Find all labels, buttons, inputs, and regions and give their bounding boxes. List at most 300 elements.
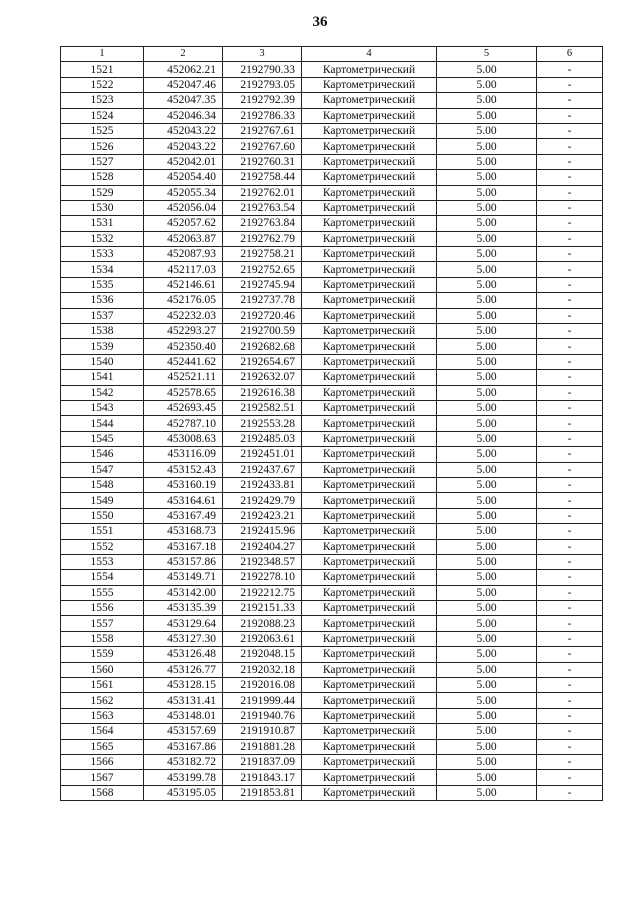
x-coordinate-cell: 453116.09 [144, 447, 223, 462]
column-header-6: 6 [537, 47, 603, 62]
point-number-cell: 1538 [61, 324, 144, 339]
method-cell: Картометрический [302, 570, 437, 585]
point-number-cell: 1548 [61, 477, 144, 492]
y-coordinate-cell: 2191853.81 [223, 785, 302, 800]
column-header-3: 3 [223, 47, 302, 62]
point-number-cell: 1546 [61, 447, 144, 462]
note-cell: - [537, 601, 603, 616]
x-coordinate-cell: 453164.61 [144, 493, 223, 508]
x-coordinate-cell: 453149.71 [144, 570, 223, 585]
note-cell: - [537, 662, 603, 677]
point-number-cell: 1531 [61, 216, 144, 231]
x-coordinate-cell: 452521.11 [144, 370, 223, 385]
note-cell: - [537, 785, 603, 800]
accuracy-cell: 5.00 [437, 554, 537, 569]
y-coordinate-cell: 2192767.60 [223, 139, 302, 154]
table-body [61, 62, 603, 801]
accuracy-cell: 5.00 [437, 139, 537, 154]
y-coordinate-cell: 2192404.27 [223, 539, 302, 554]
note-cell: - [537, 200, 603, 215]
point-number-cell: 1554 [61, 570, 144, 585]
point-number-cell: 1542 [61, 385, 144, 400]
table-row [61, 231, 603, 246]
point-number-cell: 1522 [61, 77, 144, 92]
column-header-4: 4 [302, 47, 437, 62]
accuracy-cell: 5.00 [437, 185, 537, 200]
point-number-cell: 1527 [61, 154, 144, 169]
x-coordinate-cell: 452047.35 [144, 93, 223, 108]
y-coordinate-cell: 2192063.61 [223, 631, 302, 646]
table-row [61, 724, 603, 739]
note-cell: - [537, 754, 603, 769]
table-row [61, 708, 603, 723]
method-cell: Картометрический [302, 154, 437, 169]
y-coordinate-cell: 2192758.44 [223, 170, 302, 185]
method-cell: Картометрический [302, 77, 437, 92]
y-coordinate-cell: 2191881.28 [223, 739, 302, 754]
y-coordinate-cell: 2192762.01 [223, 185, 302, 200]
point-number-cell: 1545 [61, 431, 144, 446]
point-number-cell: 1530 [61, 200, 144, 215]
x-coordinate-cell: 453182.72 [144, 754, 223, 769]
table-row [61, 662, 603, 677]
y-coordinate-cell: 2192278.10 [223, 570, 302, 585]
note-cell: - [537, 231, 603, 246]
x-coordinate-cell: 452046.34 [144, 108, 223, 123]
accuracy-cell: 5.00 [437, 616, 537, 631]
table-row [61, 77, 603, 92]
note-cell: - [537, 123, 603, 138]
y-coordinate-cell: 2192212.75 [223, 585, 302, 600]
note-cell: - [537, 647, 603, 662]
point-number-cell: 1555 [61, 585, 144, 600]
point-number-cell: 1558 [61, 631, 144, 646]
table-row [61, 216, 603, 231]
note-cell: - [537, 493, 603, 508]
y-coordinate-cell: 2192582.51 [223, 400, 302, 415]
table-row [61, 539, 603, 554]
note-cell: - [537, 724, 603, 739]
x-coordinate-cell: 452043.22 [144, 139, 223, 154]
x-coordinate-cell: 453126.77 [144, 662, 223, 677]
accuracy-cell: 5.00 [437, 308, 537, 323]
table-row [61, 200, 603, 215]
point-number-cell: 1540 [61, 354, 144, 369]
table-row [61, 139, 603, 154]
x-coordinate-cell: 453167.18 [144, 539, 223, 554]
point-number-cell: 1556 [61, 601, 144, 616]
x-coordinate-cell: 452087.93 [144, 247, 223, 262]
method-cell: Картометрический [302, 400, 437, 415]
table-row [61, 770, 603, 785]
point-number-cell: 1561 [61, 678, 144, 693]
x-coordinate-cell: 452350.40 [144, 339, 223, 354]
x-coordinate-cell: 453142.00 [144, 585, 223, 600]
x-coordinate-cell: 453160.19 [144, 477, 223, 492]
table-row [61, 431, 603, 446]
note-cell: - [537, 77, 603, 92]
accuracy-cell: 5.00 [437, 123, 537, 138]
point-number-cell: 1539 [61, 339, 144, 354]
y-coordinate-cell: 2191910.87 [223, 724, 302, 739]
method-cell: Картометрический [302, 354, 437, 369]
accuracy-cell: 5.00 [437, 216, 537, 231]
note-cell: - [537, 693, 603, 708]
note-cell: - [537, 354, 603, 369]
method-cell: Картометрический [302, 447, 437, 462]
table-row [61, 293, 603, 308]
x-coordinate-cell: 452176.05 [144, 293, 223, 308]
method-cell: Картометрический [302, 616, 437, 631]
y-coordinate-cell: 2192616.38 [223, 385, 302, 400]
table-row [61, 400, 603, 415]
point-number-cell: 1523 [61, 93, 144, 108]
method-cell: Картометрический [302, 123, 437, 138]
method-cell: Картометрический [302, 477, 437, 492]
y-coordinate-cell: 2192632.07 [223, 370, 302, 385]
table-row [61, 324, 603, 339]
accuracy-cell: 5.00 [437, 739, 537, 754]
x-coordinate-cell: 453135.39 [144, 601, 223, 616]
method-cell: Картометрический [302, 93, 437, 108]
method-cell: Картометрический [302, 170, 437, 185]
table-row [61, 570, 603, 585]
y-coordinate-cell: 2192786.33 [223, 108, 302, 123]
x-coordinate-cell: 453195.05 [144, 785, 223, 800]
note-cell: - [537, 370, 603, 385]
accuracy-cell: 5.00 [437, 416, 537, 431]
note-cell: - [537, 524, 603, 539]
table-row [61, 647, 603, 662]
point-number-cell: 1560 [61, 662, 144, 677]
note-cell: - [537, 185, 603, 200]
x-coordinate-cell: 453167.86 [144, 739, 223, 754]
note-cell: - [537, 339, 603, 354]
x-coordinate-cell: 453131.41 [144, 693, 223, 708]
accuracy-cell: 5.00 [437, 678, 537, 693]
point-number-cell: 1526 [61, 139, 144, 154]
accuracy-cell: 5.00 [437, 754, 537, 769]
note-cell: - [537, 170, 603, 185]
y-coordinate-cell: 2192763.84 [223, 216, 302, 231]
y-coordinate-cell: 2192720.46 [223, 308, 302, 323]
y-coordinate-cell: 2192016.08 [223, 678, 302, 693]
y-coordinate-cell: 2192792.39 [223, 93, 302, 108]
method-cell: Картометрический [302, 216, 437, 231]
point-number-cell: 1565 [61, 739, 144, 754]
note-cell: - [537, 462, 603, 477]
y-coordinate-cell: 2192752.65 [223, 262, 302, 277]
y-coordinate-cell: 2192654.67 [223, 354, 302, 369]
x-coordinate-cell: 452578.65 [144, 385, 223, 400]
y-coordinate-cell: 2192767.61 [223, 123, 302, 138]
note-cell: - [537, 585, 603, 600]
accuracy-cell: 5.00 [437, 385, 537, 400]
table-row [61, 154, 603, 169]
table-row [61, 123, 603, 138]
method-cell: Картометрический [302, 385, 437, 400]
note-cell: - [537, 324, 603, 339]
note-cell: - [537, 477, 603, 492]
accuracy-cell: 5.00 [437, 631, 537, 646]
accuracy-cell: 5.00 [437, 262, 537, 277]
note-cell: - [537, 616, 603, 631]
accuracy-cell: 5.00 [437, 400, 537, 415]
accuracy-cell: 5.00 [437, 647, 537, 662]
accuracy-cell: 5.00 [437, 200, 537, 215]
y-coordinate-cell: 2192700.59 [223, 324, 302, 339]
method-cell: Картометрический [302, 662, 437, 677]
x-coordinate-cell: 452146.61 [144, 277, 223, 292]
accuracy-cell: 5.00 [437, 570, 537, 585]
column-header-2: 2 [144, 47, 223, 62]
point-number-cell: 1550 [61, 508, 144, 523]
x-coordinate-cell: 453148.01 [144, 708, 223, 723]
method-cell: Картометрический [302, 200, 437, 215]
table-row [61, 554, 603, 569]
method-cell: Картометрический [302, 585, 437, 600]
accuracy-cell: 5.00 [437, 724, 537, 739]
table-row [61, 185, 603, 200]
method-cell: Картометрический [302, 370, 437, 385]
x-coordinate-cell: 453157.86 [144, 554, 223, 569]
page-number: 36 [312, 14, 328, 30]
note-cell: - [537, 262, 603, 277]
table-row [61, 93, 603, 108]
y-coordinate-cell: 2192433.81 [223, 477, 302, 492]
method-cell: Картометрический [302, 554, 437, 569]
point-number-cell: 1562 [61, 693, 144, 708]
y-coordinate-cell: 2191837.09 [223, 754, 302, 769]
note-cell: - [537, 447, 603, 462]
note-cell: - [537, 508, 603, 523]
x-coordinate-cell: 452054.40 [144, 170, 223, 185]
accuracy-cell: 5.00 [437, 77, 537, 92]
note-cell: - [537, 416, 603, 431]
accuracy-cell: 5.00 [437, 170, 537, 185]
y-coordinate-cell: 2191999.44 [223, 693, 302, 708]
point-number-cell: 1566 [61, 754, 144, 769]
point-number-cell: 1525 [61, 123, 144, 138]
accuracy-cell: 5.00 [437, 247, 537, 262]
method-cell: Картометрический [302, 262, 437, 277]
note-cell: - [537, 431, 603, 446]
method-cell: Картометрический [302, 462, 437, 477]
table-row [61, 447, 603, 462]
accuracy-cell: 5.00 [437, 601, 537, 616]
x-coordinate-cell: 452062.21 [144, 62, 223, 77]
point-number-cell: 1553 [61, 554, 144, 569]
x-coordinate-cell: 452693.45 [144, 400, 223, 415]
point-number-cell: 1551 [61, 524, 144, 539]
table-row [61, 62, 603, 77]
table-row [61, 493, 603, 508]
y-coordinate-cell: 2192415.96 [223, 524, 302, 539]
x-coordinate-cell: 452787.10 [144, 416, 223, 431]
method-cell: Картометрический [302, 678, 437, 693]
method-cell: Картометрический [302, 647, 437, 662]
note-cell: - [537, 570, 603, 585]
accuracy-cell: 5.00 [437, 693, 537, 708]
method-cell: Картометрический [302, 785, 437, 800]
method-cell: Картометрический [302, 708, 437, 723]
accuracy-cell: 5.00 [437, 154, 537, 169]
point-number-cell: 1532 [61, 231, 144, 246]
method-cell: Картометрический [302, 601, 437, 616]
method-cell: Картометрический [302, 493, 437, 508]
point-number-cell: 1563 [61, 708, 144, 723]
y-coordinate-cell: 2192437.67 [223, 462, 302, 477]
table-row [61, 477, 603, 492]
accuracy-cell: 5.00 [437, 462, 537, 477]
accuracy-cell: 5.00 [437, 662, 537, 677]
method-cell: Картометрический [302, 693, 437, 708]
y-coordinate-cell: 2192088.23 [223, 616, 302, 631]
table-row [61, 678, 603, 693]
y-coordinate-cell: 2192793.05 [223, 77, 302, 92]
note-cell: - [537, 400, 603, 415]
y-coordinate-cell: 2192451.01 [223, 447, 302, 462]
table-row [61, 601, 603, 616]
method-cell: Картометрический [302, 508, 437, 523]
note-cell: - [537, 293, 603, 308]
y-coordinate-cell: 2192485.03 [223, 431, 302, 446]
accuracy-cell: 5.00 [437, 231, 537, 246]
y-coordinate-cell: 2192682.68 [223, 339, 302, 354]
table-row [61, 631, 603, 646]
method-cell: Картометрический [302, 231, 437, 246]
accuracy-cell: 5.00 [437, 339, 537, 354]
note-cell: - [537, 154, 603, 169]
method-cell: Картометрический [302, 108, 437, 123]
accuracy-cell: 5.00 [437, 477, 537, 492]
x-coordinate-cell: 453129.64 [144, 616, 223, 631]
column-header-1: 1 [61, 47, 144, 62]
accuracy-cell: 5.00 [437, 277, 537, 292]
table-row [61, 277, 603, 292]
note-cell: - [537, 708, 603, 723]
method-cell: Картометрический [302, 339, 437, 354]
point-number-cell: 1549 [61, 493, 144, 508]
x-coordinate-cell: 453008.63 [144, 431, 223, 446]
y-coordinate-cell: 2192348.57 [223, 554, 302, 569]
point-number-cell: 1543 [61, 400, 144, 415]
table-row [61, 585, 603, 600]
y-coordinate-cell: 2192429.79 [223, 493, 302, 508]
table-row [61, 416, 603, 431]
point-number-cell: 1567 [61, 770, 144, 785]
accuracy-cell: 5.00 [437, 108, 537, 123]
method-cell: Картометрический [302, 139, 437, 154]
x-coordinate-cell: 452293.27 [144, 324, 223, 339]
accuracy-cell: 5.00 [437, 324, 537, 339]
table-row [61, 462, 603, 477]
point-number-cell: 1528 [61, 170, 144, 185]
table-row [61, 262, 603, 277]
note-cell: - [537, 678, 603, 693]
x-coordinate-cell: 452047.46 [144, 77, 223, 92]
accuracy-cell: 5.00 [437, 447, 537, 462]
y-coordinate-cell: 2192553.28 [223, 416, 302, 431]
table-row [61, 754, 603, 769]
y-coordinate-cell: 2192151.33 [223, 601, 302, 616]
y-coordinate-cell: 2192745.94 [223, 277, 302, 292]
y-coordinate-cell: 2192048.15 [223, 647, 302, 662]
method-cell: Картометрический [302, 631, 437, 646]
x-coordinate-cell: 452056.04 [144, 200, 223, 215]
x-coordinate-cell: 453157.69 [144, 724, 223, 739]
y-coordinate-cell: 2192423.21 [223, 508, 302, 523]
accuracy-cell: 5.00 [437, 770, 537, 785]
y-coordinate-cell: 2192758.21 [223, 247, 302, 262]
note-cell: - [537, 308, 603, 323]
accuracy-cell: 5.00 [437, 293, 537, 308]
method-cell: Картометрический [302, 185, 437, 200]
method-cell: Картометрический [302, 431, 437, 446]
accuracy-cell: 5.00 [437, 708, 537, 723]
column-header-5: 5 [437, 47, 537, 62]
coordinates-table [60, 46, 603, 801]
method-cell: Картометрический [302, 247, 437, 262]
method-cell: Картометрический [302, 770, 437, 785]
accuracy-cell: 5.00 [437, 539, 537, 554]
x-coordinate-cell: 452042.01 [144, 154, 223, 169]
table-row [61, 739, 603, 754]
table-row [61, 108, 603, 123]
x-coordinate-cell: 452441.62 [144, 354, 223, 369]
x-coordinate-cell: 452232.03 [144, 308, 223, 323]
method-cell: Картометрический [302, 416, 437, 431]
table-row [61, 354, 603, 369]
point-number-cell: 1537 [61, 308, 144, 323]
point-number-cell: 1547 [61, 462, 144, 477]
x-coordinate-cell: 453199.78 [144, 770, 223, 785]
y-coordinate-cell: 2192760.31 [223, 154, 302, 169]
x-coordinate-cell: 453127.30 [144, 631, 223, 646]
note-cell: - [537, 216, 603, 231]
table-row [61, 308, 603, 323]
accuracy-cell: 5.00 [437, 62, 537, 77]
x-coordinate-cell: 452057.62 [144, 216, 223, 231]
x-coordinate-cell: 453167.49 [144, 508, 223, 523]
x-coordinate-cell: 452043.22 [144, 123, 223, 138]
accuracy-cell: 5.00 [437, 585, 537, 600]
note-cell: - [537, 93, 603, 108]
y-coordinate-cell: 2192790.33 [223, 62, 302, 77]
x-coordinate-cell: 453152.43 [144, 462, 223, 477]
x-coordinate-cell: 453128.15 [144, 678, 223, 693]
point-number-cell: 1552 [61, 539, 144, 554]
y-coordinate-cell: 2191843.17 [223, 770, 302, 785]
method-cell: Картометрический [302, 539, 437, 554]
point-number-cell: 1557 [61, 616, 144, 631]
accuracy-cell: 5.00 [437, 785, 537, 800]
table-header-row [61, 47, 603, 62]
note-cell: - [537, 139, 603, 154]
note-cell: - [537, 247, 603, 262]
accuracy-cell: 5.00 [437, 493, 537, 508]
x-coordinate-cell: 452063.87 [144, 231, 223, 246]
table-row [61, 693, 603, 708]
y-coordinate-cell: 2192762.79 [223, 231, 302, 246]
accuracy-cell: 5.00 [437, 524, 537, 539]
point-number-cell: 1536 [61, 293, 144, 308]
y-coordinate-cell: 2192737.78 [223, 293, 302, 308]
x-coordinate-cell: 453126.48 [144, 647, 223, 662]
table-row [61, 508, 603, 523]
x-coordinate-cell: 453168.73 [144, 524, 223, 539]
point-number-cell: 1521 [61, 62, 144, 77]
